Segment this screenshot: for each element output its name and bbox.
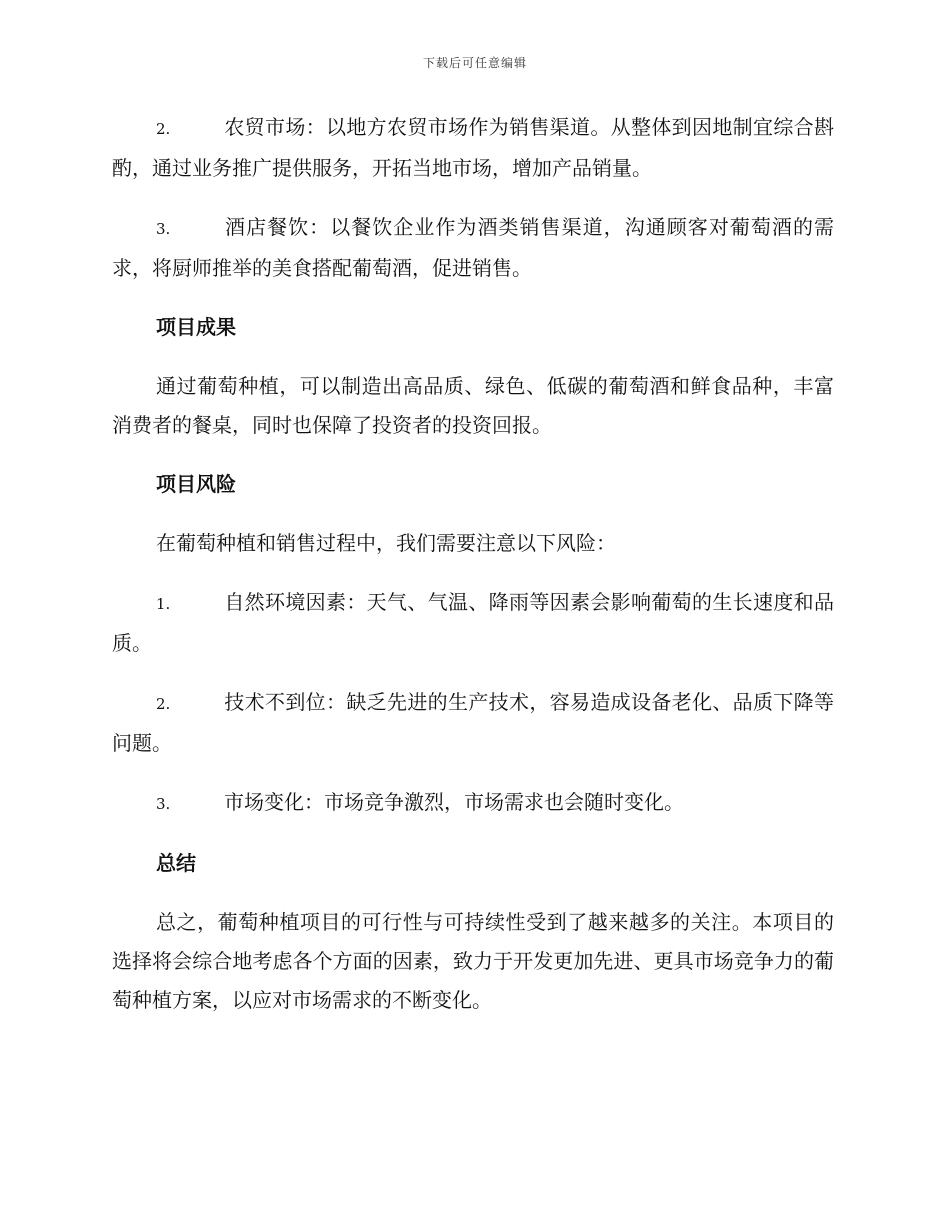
list-text: 技术不到位：缺乏先进的生产技术，容易造成设备老化、品质下降等问题。 xyxy=(112,690,834,755)
list-text: 市场变化：市场竞争激烈，市场需求也会随时变化。 xyxy=(224,790,684,814)
list-number: 2. xyxy=(156,120,171,138)
list-item xyxy=(112,783,834,824)
list-number: 3. xyxy=(156,795,171,813)
section-heading-summary: 总结 xyxy=(156,851,196,875)
risks-intro: 在葡萄种植和销售过程中，我们需要注意以下风险： xyxy=(156,531,616,555)
list-text: 农贸市场：以地方农贸市场作为销售渠道。从整体到因地制宜综合斟酌，通过业务推广提供服务，开拓当地市场，增加产品销量。 xyxy=(112,115,834,180)
list-item xyxy=(112,208,834,288)
list-number: 3. xyxy=(156,220,171,238)
summary-paragraph: 总之，葡萄种植项目的可行性与可持续性受到了越来越多的关注。本项目的选择将会综合地考虑各个方面的因素，致力于开发更加先进、更具市场竞争力的葡萄种植方案，以应对市场需求的不断变化。 xyxy=(112,910,834,1012)
list-item xyxy=(112,583,834,663)
list-number: 1. xyxy=(156,595,171,613)
list-item xyxy=(112,683,834,763)
list-number: 2. xyxy=(156,695,171,713)
section-heading-results: 项目成果 xyxy=(156,315,236,339)
list-text: 酒店餐饮：以餐饮企业作为酒类销售渠道，沟通顾客对葡萄酒的需求，将厨师推举的美食搭配葡萄酒，促进销售。 xyxy=(112,215,834,280)
document-body xyxy=(112,108,834,1040)
results-paragraph: 通过葡萄种植，可以制造出高品质、绿色、低碳的葡萄酒和鲜食品种，丰富消费者的餐桌，同时也保障了投资者的投资回报。 xyxy=(112,374,834,437)
section-heading-risks: 项目风险 xyxy=(156,472,236,496)
list-item xyxy=(112,108,834,188)
header-note: 下载后可任意编辑 xyxy=(422,56,527,70)
list-text: 自然环境因素：天气、气温、降雨等因素会影响葡萄的生长速度和品质。 xyxy=(112,590,834,655)
